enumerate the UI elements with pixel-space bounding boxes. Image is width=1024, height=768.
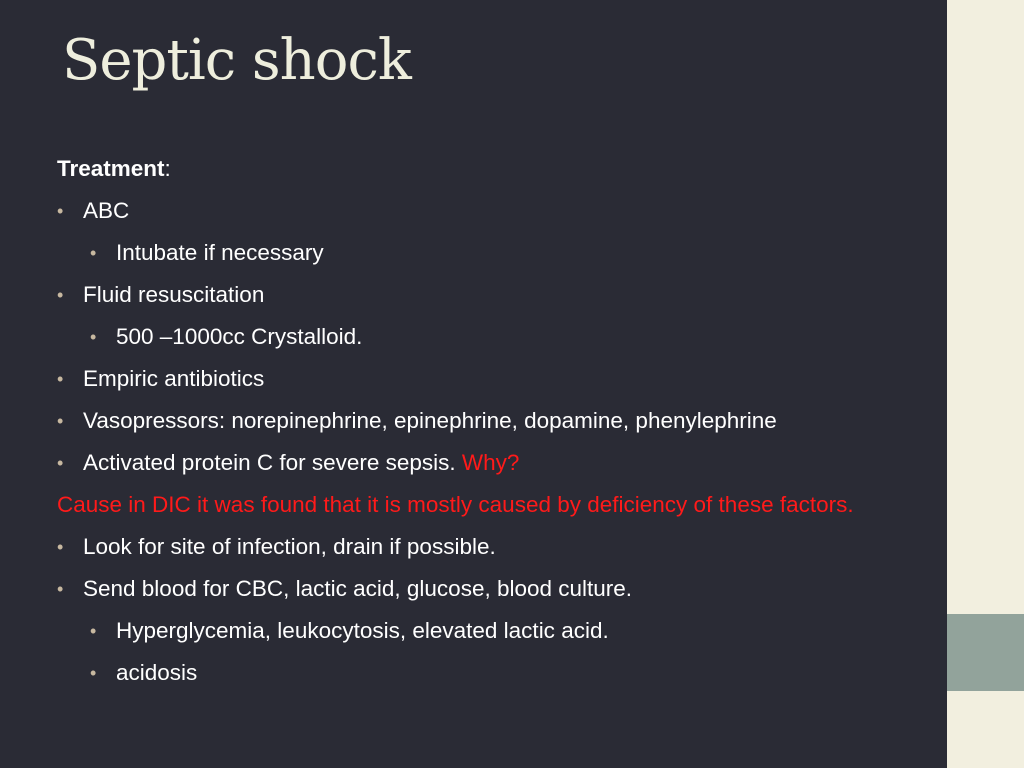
bullet-icon: • <box>57 201 64 221</box>
list-item-text: 500 –1000cc Crystalloid. <box>116 324 363 349</box>
bullet-icon: • <box>90 243 97 263</box>
list-item-text: Activated protein C for severe sepsis. <box>83 450 462 475</box>
treatment-colon: : <box>164 156 171 181</box>
bullet-icon: • <box>57 411 64 431</box>
bullet-icon: • <box>57 453 64 473</box>
list-item-text: acidosis <box>116 660 198 685</box>
bullet-icon: • <box>90 327 97 347</box>
list-item <box>57 274 937 316</box>
bullet-icon: • <box>57 285 64 305</box>
list-item-text: ABC <box>83 198 130 223</box>
bullet-icon: • <box>57 537 64 557</box>
list-item-text: Hyperglycemia, leukocytosis, elevated lactic acid. <box>116 618 609 643</box>
list-item <box>57 358 937 400</box>
bullet-icon: • <box>90 621 97 641</box>
list-item <box>57 652 937 694</box>
list-item <box>57 526 937 568</box>
list-item-text: Vasopressors: norepinephrine, epinephrine, dopamine, phenylephrine <box>83 408 777 433</box>
list-item <box>57 610 937 652</box>
treatment-heading <box>57 148 937 190</box>
list-item <box>57 232 937 274</box>
list-item <box>57 568 937 610</box>
bullet-icon: • <box>57 579 64 599</box>
dic-note <box>57 484 937 526</box>
slide-title: Septic shock <box>62 28 411 93</box>
bullet-icon: • <box>57 369 64 389</box>
list-item <box>57 316 937 358</box>
list-item-text: Look for site of infection, drain if possible. <box>83 534 496 559</box>
side-accent-block <box>947 614 1024 691</box>
dic-note-text: Cause in DIC it was found that it is mostly caused by deficiency of these factors. <box>57 492 854 517</box>
list-item <box>57 400 937 442</box>
list-item <box>57 442 937 484</box>
list-item <box>57 190 937 232</box>
list-item-text: Empiric antibiotics <box>83 366 265 391</box>
treatment-label: Treatment <box>57 156 165 181</box>
list-item-text: Intubate if necessary <box>116 240 324 265</box>
bullet-icon: • <box>90 663 97 683</box>
why-highlight: Why? <box>461 450 520 475</box>
list-item-text: Send blood for CBC, lactic acid, glucose, blood culture. <box>83 576 633 601</box>
slide-content <box>57 148 937 694</box>
list-item-text: Fluid resuscitation <box>83 282 265 307</box>
